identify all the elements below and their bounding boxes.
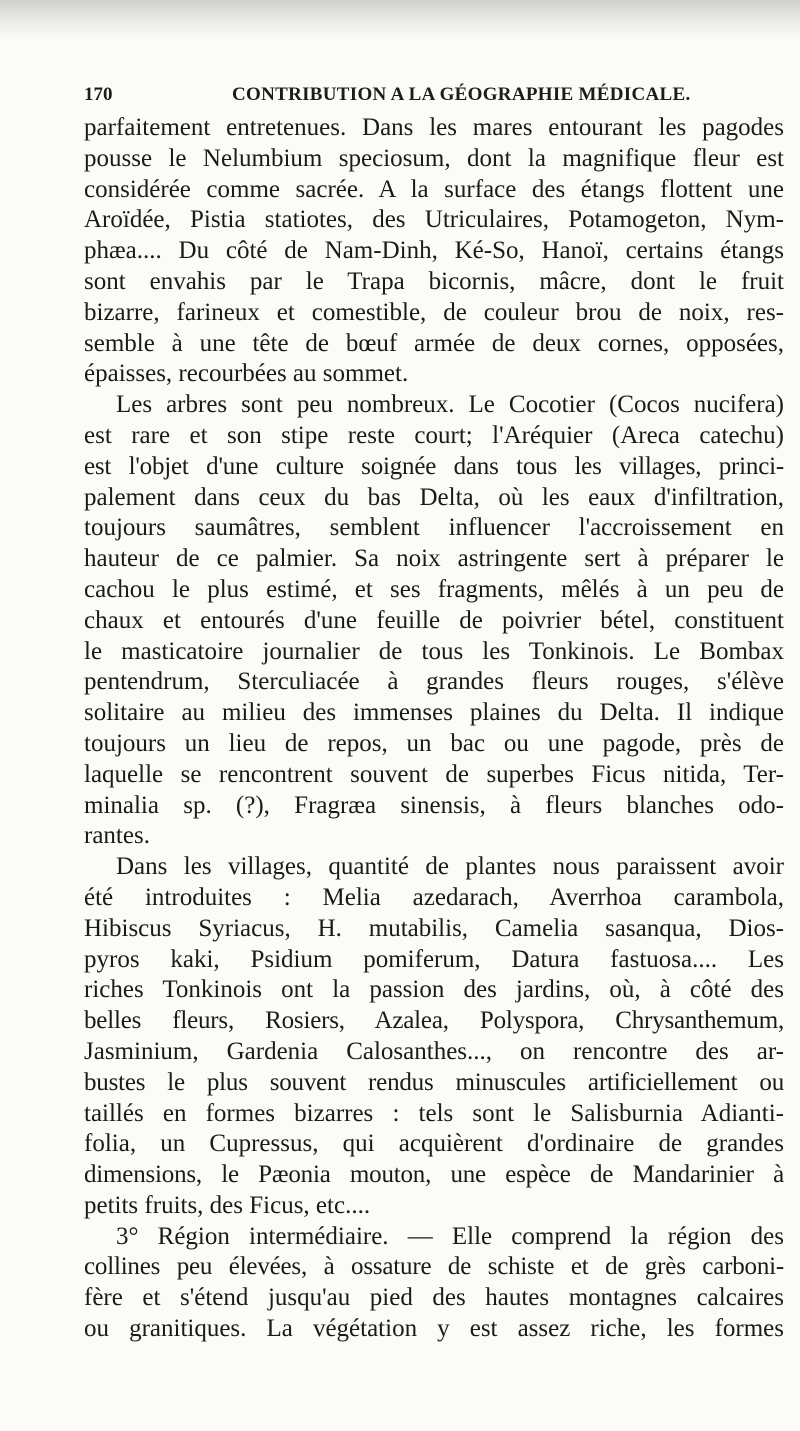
text-line: belles fleurs, Rosiers, Azalea, Polyspora, Chrysanthemum, — [84, 1007, 784, 1035]
text-line: toujours saumâtres, semblent influencer l'accroissement en — [84, 514, 784, 542]
text-line: palement dans ceux du bas Delta, où les eaux d'infiltration, — [84, 483, 784, 511]
text-line: été introduites : Melia azedarach, Averrhoa carambola, — [84, 883, 784, 911]
running-title: CONTRIBUTION A LA GÉOGRAPHIE MÉDICALE. — [232, 84, 691, 105]
text-line: fère et s'étend jusqu'au pied des hautes montagnes calcaires — [84, 1284, 784, 1312]
text-line: ou granitiques. La végétation y est assez riche, les formes — [84, 1315, 784, 1343]
page-header — [84, 84, 784, 112]
text-line: sont envahis par le Trapa bicornis, mâcre, dont le fruit — [84, 267, 784, 295]
text-line: cachou le plus estimé, et ses fragments, mêlés à un peu de — [84, 575, 784, 603]
text-line: taillés en formes bizarres : tels sont le Salisburnia Adianti- — [84, 1099, 784, 1127]
scan-shadow — [0, 0, 800, 40]
text-line: est l'objet d'une culture soignée dans tous les villages, princi- — [84, 452, 784, 480]
text-line: bizarre, farineux et comestible, de couleur brou de noix, res- — [84, 298, 784, 326]
body-text — [84, 113, 784, 1345]
text-line: semble à une tête de bœuf armée de deux cornes, opposées, — [84, 329, 784, 357]
text-line: est rare et son stipe reste court; l'Aréquier (Areca catechu) — [84, 421, 784, 449]
text-line: pyros kaki, Psidium pomiferum, Datura fastuosa.... Les — [84, 945, 784, 973]
text-line: Jasminium, Gardenia Calosanthes..., on rencontre des ar- — [84, 1037, 784, 1065]
text-line: Aroïdée, Pistia statiotes, des Utriculaires, Potamogeton, Nym- — [84, 206, 784, 234]
text-line: Les arbres sont peu nombreux. Le Cocotier (Cocos nucifera) — [116, 391, 784, 419]
text-line: Hibiscus Syriacus, H. mutabilis, Camelia sasanqua, Dios- — [84, 914, 784, 942]
text-line: laquelle se rencontrent souvent de superbes Ficus nitida, Ter- — [84, 760, 784, 788]
text-line: phæa.... Du côté de Nam-Dinh, Ké-So, Hanoï, certains étangs — [84, 237, 784, 265]
page-number: 170 — [84, 84, 113, 105]
text-line: chaux et entourés d'une feuille de poivrier bétel, constituent — [84, 606, 784, 634]
text-line: considérée comme sacrée. A la surface des étangs flottent une — [84, 175, 784, 203]
text-line: parfaitement entretenues. Dans les mares entourant les pagodes — [84, 114, 784, 141]
text-line: minalia sp. (?), Fragræa sinensis, à fleurs blanches odo- — [84, 791, 784, 819]
text-line: dimensions, le Pæonia mouton, une espèce de Mandarinier à — [84, 1161, 784, 1189]
text-line: riches Tonkinois ont la passion des jardins, où, à côté des — [84, 976, 784, 1004]
text-line: pentendrum, Sterculiacée à grandes fleurs rouges, s'élève — [84, 668, 784, 696]
text-line: rantes. — [84, 822, 150, 850]
text-line: folia, un Cupressus, qui acquièrent d'ordinaire de grandes — [84, 1130, 784, 1158]
text-line: toujours un lieu de repos, un bac ou une pagode, près de — [84, 729, 784, 757]
text-line: hauteur de ce palmier. Sa noix astringente sert à préparer le — [84, 545, 784, 573]
text-line: pousse le Nelumbium speciosum, dont la magnifique fleur est — [84, 144, 784, 172]
text-line: le masticatoire journalier de tous les Tonkinois. Le Bombax — [84, 637, 784, 665]
text-line: Dans les villages, quantité de plantes nous paraissent avoir — [116, 853, 784, 881]
text-line: bustes le plus souvent rendus minuscules artificiellement ou — [84, 1068, 784, 1096]
text-line: 3° Région intermédiaire. — Elle comprend la région des — [116, 1222, 784, 1250]
text-line: collines peu élevées, à ossature de schiste et de grès carboni- — [84, 1253, 784, 1281]
text-line: solitaire au milieu des immenses plaines du Delta. Il indique — [84, 699, 784, 727]
text-line: petits fruits, des Ficus, etc.... — [84, 1191, 371, 1219]
text-line: épaisses, recourbées au sommet. — [84, 360, 409, 388]
